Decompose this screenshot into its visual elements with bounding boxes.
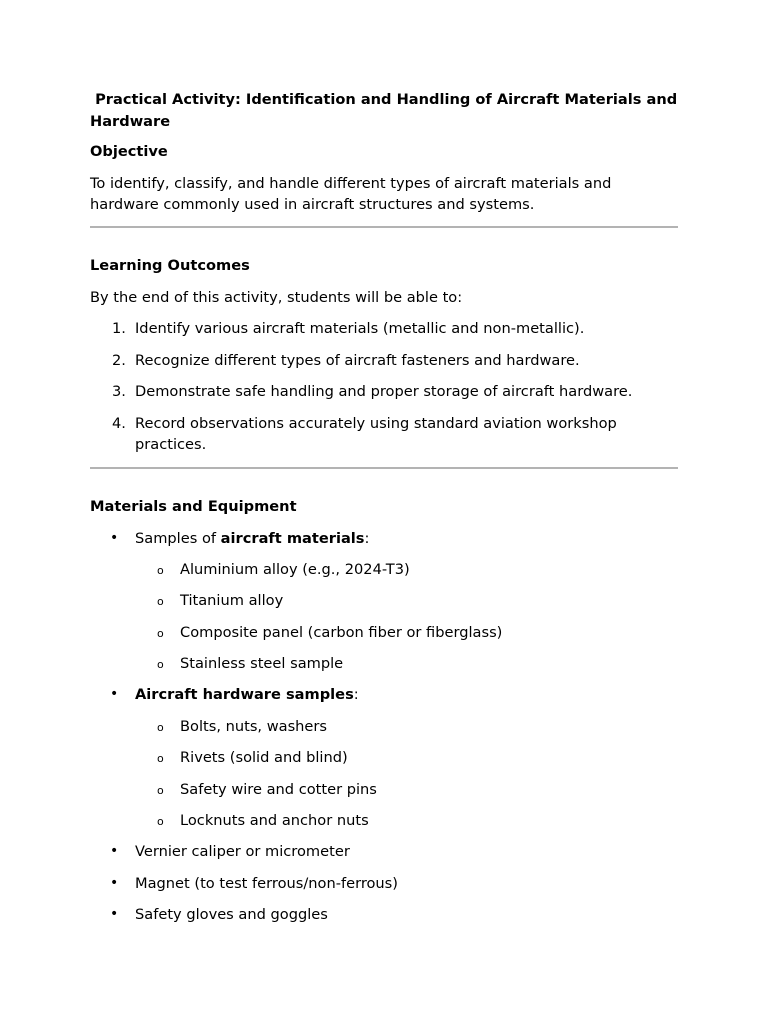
materials-equipment-heading: Materials and Equipment <box>90 497 297 515</box>
document-title <box>90 89 678 133</box>
list-item <box>90 873 678 894</box>
document-title-text: Practical Activity: Identification and Handling of Aircraft Materials and Hardware <box>90 91 678 130</box>
circle-bullet-icon: o <box>157 783 164 797</box>
sub-list <box>135 716 678 831</box>
learning-outcomes-list <box>90 318 678 455</box>
sub-list-item <box>135 779 678 800</box>
sub-list-item <box>135 747 678 768</box>
materials-equipment-list <box>90 528 678 926</box>
sub-list-item-text: Safety wire and cotter pins <box>180 780 377 798</box>
list-item <box>90 350 678 371</box>
circle-bullet-icon: o <box>157 720 164 734</box>
list-item-text: Safety gloves and goggles <box>135 906 328 924</box>
circle-bullet-icon: o <box>157 626 164 640</box>
sub-list-item <box>135 716 678 737</box>
list-item-text <box>135 528 678 549</box>
sub-list-item-text: Locknuts and anchor nuts <box>180 812 369 830</box>
list-item <box>90 841 678 862</box>
list-item-text: Identify various aircraft materials (metallic and non-metallic). <box>135 320 585 337</box>
list-number: 1. <box>112 320 126 337</box>
sub-list-item <box>135 622 678 643</box>
list-item <box>90 318 678 339</box>
circle-bullet-icon: o <box>157 815 164 829</box>
list-item <box>90 684 678 831</box>
sub-list-item <box>135 810 678 831</box>
bullet-icon: • <box>110 843 119 860</box>
list-item-text: Demonstrate safe handling and proper storage of aircraft hardware. <box>135 383 633 400</box>
item-suffix: : <box>364 529 370 547</box>
sub-list-item <box>135 653 678 674</box>
list-item <box>90 904 678 925</box>
objective-text: To identify, classify, and handle different types of aircraft materials and hardware commonly used in aircraft structures and systems. <box>90 175 612 213</box>
objective-heading: Objective <box>90 143 168 160</box>
learning-outcomes-intro: By the end of this activity, students will be able to: <box>90 289 463 306</box>
list-item <box>90 381 678 402</box>
list-number: 3. <box>112 383 126 400</box>
bullet-icon: • <box>110 529 119 546</box>
bullet-icon: • <box>110 906 119 923</box>
list-number: 4. <box>112 414 126 432</box>
sub-list-item-text: Aluminium alloy (e.g., 2024-T3) <box>180 560 410 578</box>
sub-list-item-text: Titanium alloy <box>180 592 284 610</box>
learning-outcomes-heading: Learning Outcomes <box>90 257 250 274</box>
sub-list-item-text: Rivets (solid and blind) <box>180 749 348 767</box>
list-item-text: Recognize different types of aircraft fasteners and hardware. <box>135 351 580 369</box>
circle-bullet-icon: o <box>157 563 164 577</box>
circle-bullet-icon: o <box>157 595 164 609</box>
list-number: 2. <box>112 351 126 369</box>
section-divider <box>90 226 678 228</box>
list-item-text: Magnet (to test ferrous/non-ferrous) <box>135 874 398 892</box>
list-item-text: Record observations accurately using standard aviation workshop practices. <box>135 414 617 453</box>
sub-list-item-text: Bolts, nuts, washers <box>180 717 328 735</box>
item-suffix: : <box>353 686 359 704</box>
sub-list-item <box>135 590 678 611</box>
item-prefix: Samples of <box>135 529 221 547</box>
section-divider <box>90 467 678 469</box>
item-bold-text: Aircraft hardware samples <box>135 686 354 704</box>
list-item-text <box>135 684 678 705</box>
bullet-icon: • <box>110 686 119 703</box>
list-item <box>90 528 678 675</box>
sub-list-item-text: Composite panel (carbon fiber or fiberglass) <box>180 623 503 641</box>
item-bold-text: aircraft materials <box>220 529 365 547</box>
list-item-text: Vernier caliper or micrometer <box>135 843 350 861</box>
sub-list-item <box>135 559 678 580</box>
list-item <box>90 413 678 455</box>
circle-bullet-icon: o <box>157 752 164 766</box>
sub-list <box>135 559 678 674</box>
document-page <box>90 89 678 936</box>
circle-bullet-icon: o <box>157 658 164 672</box>
bullet-icon: • <box>110 874 119 891</box>
sub-list-item-text: Stainless steel sample <box>180 655 344 673</box>
